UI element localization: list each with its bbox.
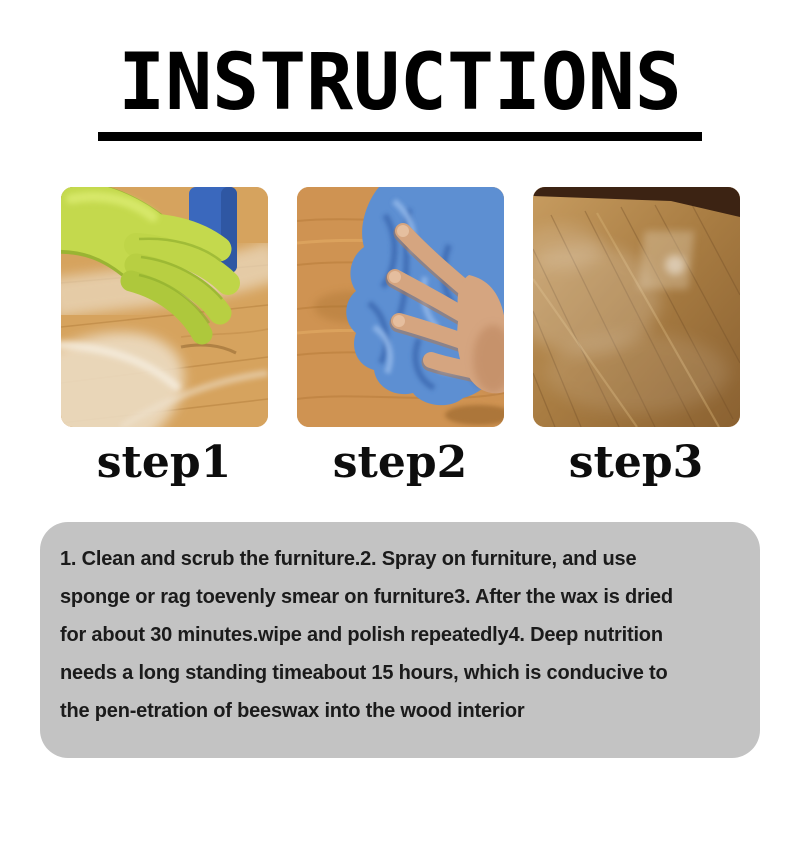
- instructions-line-4: needs a long standing timeabout 15 hours, which is conducive to: [60, 662, 668, 684]
- step-labels-row: [0, 435, 800, 490]
- step1-photo: [61, 187, 268, 427]
- step-photos-row: [0, 187, 800, 427]
- polished-wood-photo: [533, 187, 740, 427]
- cloth-wipe-photo: [297, 187, 504, 427]
- step2-photo: [297, 187, 504, 427]
- step1-label: step1: [96, 437, 232, 488]
- page-title: INSTRUCTIONS: [98, 44, 702, 141]
- instructions-line-1: 1. Clean and scrub the furniture.2. Spray on furniture, and use: [60, 548, 637, 570]
- title-section: [0, 38, 800, 141]
- step3-photo: [533, 187, 740, 427]
- step2-label: step2: [332, 437, 468, 488]
- instructions-line-5: the pen-etration of beeswax into the wood interior: [60, 700, 525, 722]
- instructions-line-2: sponge or rag toevenly smear on furniture3. After the wax is dried: [60, 586, 673, 608]
- instructions-line-3: for about 30 minutes.wipe and polish repeatedly4. Deep nutrition: [60, 624, 663, 646]
- instruction-sheet: [0, 38, 800, 844]
- step3-label: step3: [568, 437, 704, 488]
- glove-sponge-photo: [61, 187, 268, 427]
- instructions-box: [40, 522, 760, 758]
